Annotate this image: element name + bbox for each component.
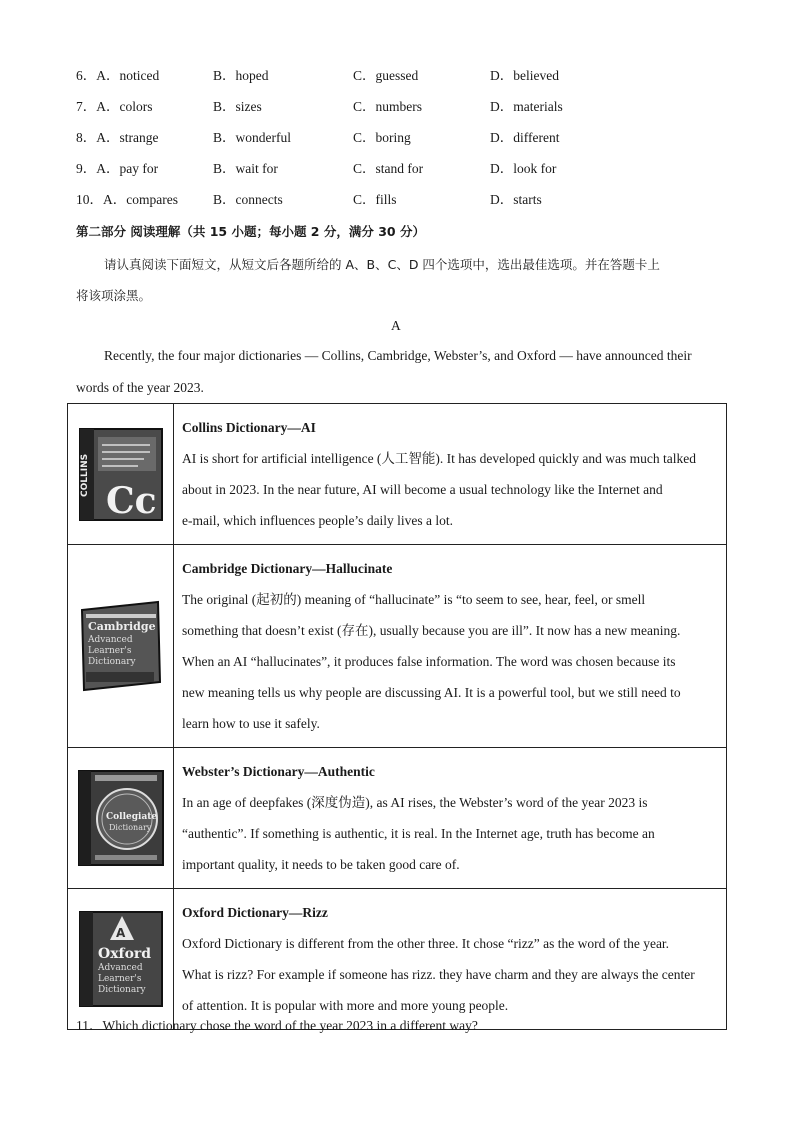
oxford-cover-line: Dictionary bbox=[97, 985, 146, 995]
passage-intro-line-1: Recently, the four major dictionaries — Collins, Cambridge, Webster’s, and Oxford — have announced their bbox=[104, 348, 692, 363]
option-d: D．materials bbox=[490, 99, 563, 114]
question-11: 11．Which dictionary chose the word of the year 2023 in a different way? bbox=[76, 1018, 478, 1033]
passage-label: A bbox=[391, 318, 401, 333]
entry-title: Oxford Dictionary—Rizz bbox=[182, 905, 328, 920]
entry-line: In an age of deepfakes (深度伪造), as AI rises, the Webster’s word of the year 2023 is bbox=[182, 795, 648, 810]
entry-line: AI is short for artificial intelligence (人工智能). It has developed quickly and was much talked bbox=[182, 451, 696, 466]
option-d: D．look for bbox=[490, 161, 557, 176]
option-b: B．wonderful bbox=[213, 130, 291, 145]
webster-cover-cell bbox=[68, 748, 174, 889]
option-d: D．believed bbox=[490, 68, 559, 83]
entry-title: Cambridge Dictionary—Hallucinate bbox=[182, 561, 393, 576]
cambridge-cover-line: Learner's bbox=[87, 646, 131, 656]
option-b: B．hoped bbox=[213, 68, 269, 83]
option-row bbox=[76, 128, 716, 148]
collins-entry bbox=[174, 404, 727, 545]
option-a: 6．A．noticed bbox=[76, 68, 160, 83]
option-a: 8．A．strange bbox=[76, 130, 159, 145]
webster-cover-subtitle: Dictionary bbox=[108, 823, 151, 832]
entry-title: Webster’s Dictionary—Authentic bbox=[182, 764, 375, 779]
option-b: B．sizes bbox=[213, 99, 262, 114]
option-d: D．different bbox=[490, 130, 560, 145]
option-b: B．wait for bbox=[213, 161, 278, 176]
collins-cover-cell bbox=[68, 404, 174, 545]
oxford-cover-line: Learner's bbox=[97, 974, 141, 984]
oxford-book-image bbox=[78, 910, 164, 1008]
entry-line: What is rizz? For example if someone has rizz. they have charm and they are always the center bbox=[182, 967, 695, 982]
option-row bbox=[76, 97, 716, 117]
cambridge-cover-line: Advanced bbox=[87, 635, 133, 645]
entry-line: of attention. It is popular with more and more young people. bbox=[182, 998, 509, 1013]
option-c: C．guessed bbox=[353, 68, 419, 83]
dictionary-table bbox=[67, 403, 727, 1030]
option-a: 10．A．compares bbox=[76, 192, 178, 207]
entry-line: “authentic”. If something is authentic, it is real. In the Internet age, truth has become an bbox=[182, 826, 655, 841]
oxford-entry bbox=[174, 889, 727, 1030]
cambridge-cover-title: Cambridge bbox=[87, 620, 156, 633]
entry-line: learn how to use it safely. bbox=[182, 716, 320, 731]
passage-intro-line-2: words of the year 2023. bbox=[76, 380, 204, 395]
entry-line: The original (起初的) meaning of “hallucinate” is “to seem to see, hear, feel, or smell bbox=[182, 592, 646, 607]
table-row bbox=[68, 748, 727, 889]
option-b: B．connects bbox=[213, 192, 283, 207]
cambridge-book-image bbox=[78, 600, 164, 692]
option-c: C．boring bbox=[353, 130, 411, 145]
webster-book-image bbox=[77, 769, 165, 867]
option-row bbox=[76, 159, 716, 179]
option-d: D．starts bbox=[490, 192, 542, 207]
webster-cover-title: Collegiate bbox=[105, 812, 157, 822]
entry-line: e-mail, which influences people’s daily lives a lot. bbox=[182, 513, 454, 528]
entry-line: When an AI “hallucinates”, it produces false information. The word was chosen because its bbox=[182, 654, 676, 669]
option-row bbox=[76, 66, 716, 86]
instruction-line-1: 请认真阅读下面短文，从短文后各题所给的 A、B、C、D 四个选项中，选出最佳选项。并在答题卡上 bbox=[104, 257, 660, 272]
entry-line: something that doesn’t exist (存在), usually because you are ill”. It now has a new meaning. bbox=[182, 623, 681, 638]
collins-spine-text: COLLINS bbox=[79, 453, 90, 497]
section-title: 第二部分 阅读理解（共 15 小题；每小题 2 分，满分 30 分） bbox=[76, 224, 425, 239]
option-a: 9．A．pay for bbox=[76, 161, 159, 176]
oxford-cover-line: Advanced bbox=[97, 963, 143, 973]
oxford-cover-cell bbox=[68, 889, 174, 1030]
table-row bbox=[68, 545, 727, 748]
instruction-line-2: 将该项涂黑。 bbox=[76, 288, 152, 303]
collins-cover-letters: Cc bbox=[105, 479, 157, 522]
option-row bbox=[76, 190, 716, 210]
oxford-cover-letter: A bbox=[115, 926, 125, 940]
table-row bbox=[68, 889, 727, 1030]
table-row bbox=[68, 404, 727, 545]
entry-line: about in 2023. In the near future, AI will become a usual technology like the Internet and bbox=[182, 482, 663, 497]
cambridge-cover-cell bbox=[68, 545, 174, 748]
cambridge-cover-line: Dictionary bbox=[87, 657, 136, 667]
option-c: C．stand for bbox=[353, 161, 424, 176]
oxford-cover-title: Oxford bbox=[97, 946, 151, 962]
option-a: 7．A．colors bbox=[76, 99, 153, 114]
option-c: C．numbers bbox=[353, 99, 422, 114]
entry-line: Oxford Dictionary is different from the other three. It chose “rizz” as the word of the year. bbox=[182, 936, 670, 951]
option-c: C．fills bbox=[353, 192, 397, 207]
cambridge-entry bbox=[174, 545, 727, 748]
entry-title: Collins Dictionary—AI bbox=[182, 420, 316, 435]
webster-entry bbox=[174, 748, 727, 889]
entry-line: new meaning tells us why people are discussing AI. It is a powerful tool, but we still need to bbox=[182, 685, 681, 700]
entry-line: important quality, it needs to be taken good care of. bbox=[182, 857, 460, 872]
collins-book-image bbox=[78, 427, 164, 522]
